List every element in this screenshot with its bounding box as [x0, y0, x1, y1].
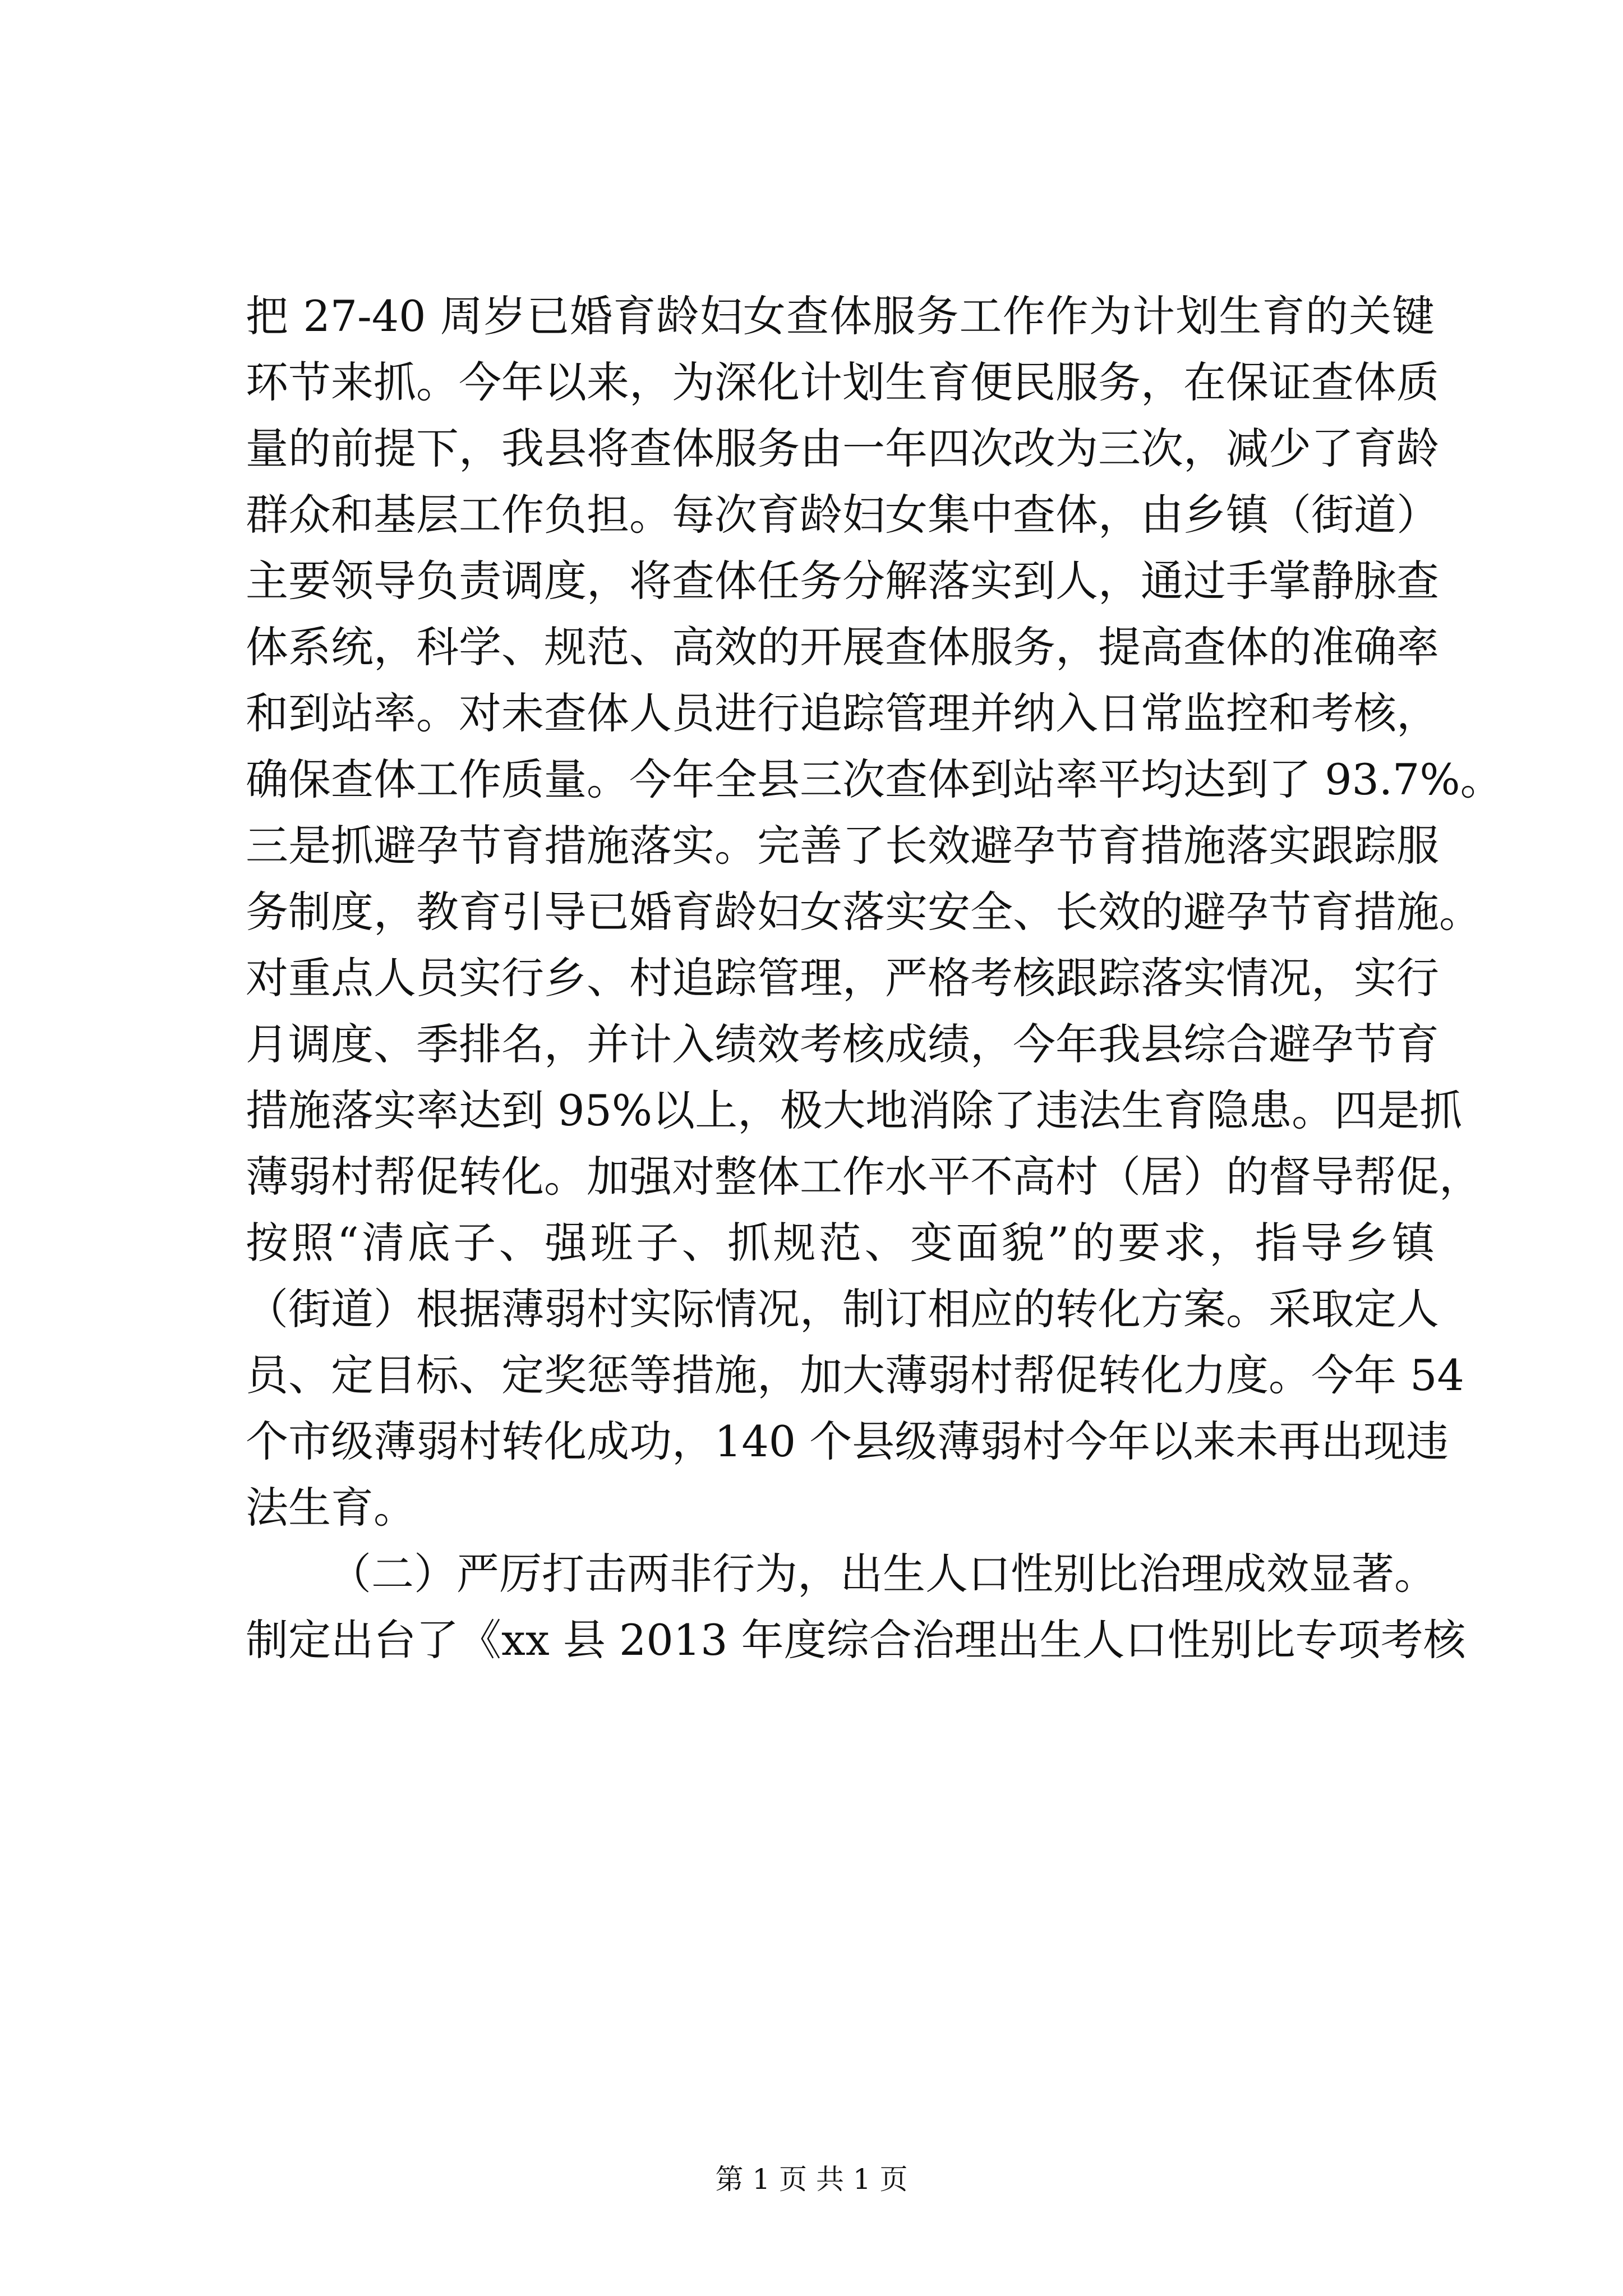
document-body [246, 283, 1503, 1673]
section-heading-line: （二）严厉打击两非行为，出生人口性别比治理成效显著。 [329, 1549, 1437, 1599]
text-line: 三是抓避孕节育措施落实。完善了长效避孕节育措施落实跟踪服 [246, 821, 1439, 871]
text-line: 确保查体工作质量。今年全县三次查体到站率平均达到了 93.7%。 [246, 754, 1503, 804]
text-line: 体系统，科学、规范、高效的开展查体服务，提高查体的准确率 [246, 622, 1439, 672]
text-line: 制定出台了《xx 县 2013 年度综合治理出生人口性别比专项考核 [246, 1615, 1466, 1665]
text-line: 主要领导负责调度，将查体任务分解落实到人，通过手掌静脉查 [246, 556, 1439, 606]
text-line: 按照“清底子、强班子、抓规范、变面貌”的要求，指导乡镇 [246, 1218, 1435, 1268]
text-line: 薄弱村帮促转化。加强对整体工作水平不高村（居）的督导帮促， [246, 1152, 1482, 1202]
text-line: 措施落实率达到 95%以上，极大地消除了违法生育隐患。四是抓 [246, 1085, 1463, 1135]
page-footer [0, 2160, 1623, 2199]
text-line: 量的前提下，我县将查体服务由一年四次改为三次，减少了育龄 [246, 424, 1439, 473]
text-line: 个市级薄弱村转化成功，140 个县级薄弱村今年以来未再出现违 [246, 1416, 1449, 1466]
text-line: 把 27-40 周岁已婚育龄妇女查体服务工作作为计划生育的关键 [246, 291, 1435, 341]
text-line: 和到站率。对未查体人员进行追踪管理并纳入日常监控和考核， [246, 688, 1439, 738]
text-line: 群众和基层工作负担。每次育龄妇女集中查体，由乡镇（街道） [246, 490, 1439, 540]
text-line: 环节来抓。今年以来，为深化计划生育便民服务，在保证查体质 [246, 357, 1439, 407]
text-line: 法生育。 [246, 1483, 416, 1533]
text-line: 月调度、季排名，并计入绩效考核成绩，今年我县综合避孕节育 [246, 1019, 1439, 1069]
text-line: 务制度，教育引导已婚育龄妇女落实安全、长效的避孕节育措施。 [246, 887, 1482, 937]
text-line: （街道）根据薄弱村实际情况，制订相应的转化方案。采取定人 [246, 1284, 1439, 1334]
page-number-label: 第 1 页 共 1 页 [715, 2163, 908, 2196]
text-line: 员、定目标、定奖惩等措施，加大薄弱村帮促转化力度。今年 54 [246, 1350, 1464, 1400]
text-line: 对重点人员实行乡、村追踪管理，严格考核跟踪落实情况，实行 [246, 953, 1439, 1003]
